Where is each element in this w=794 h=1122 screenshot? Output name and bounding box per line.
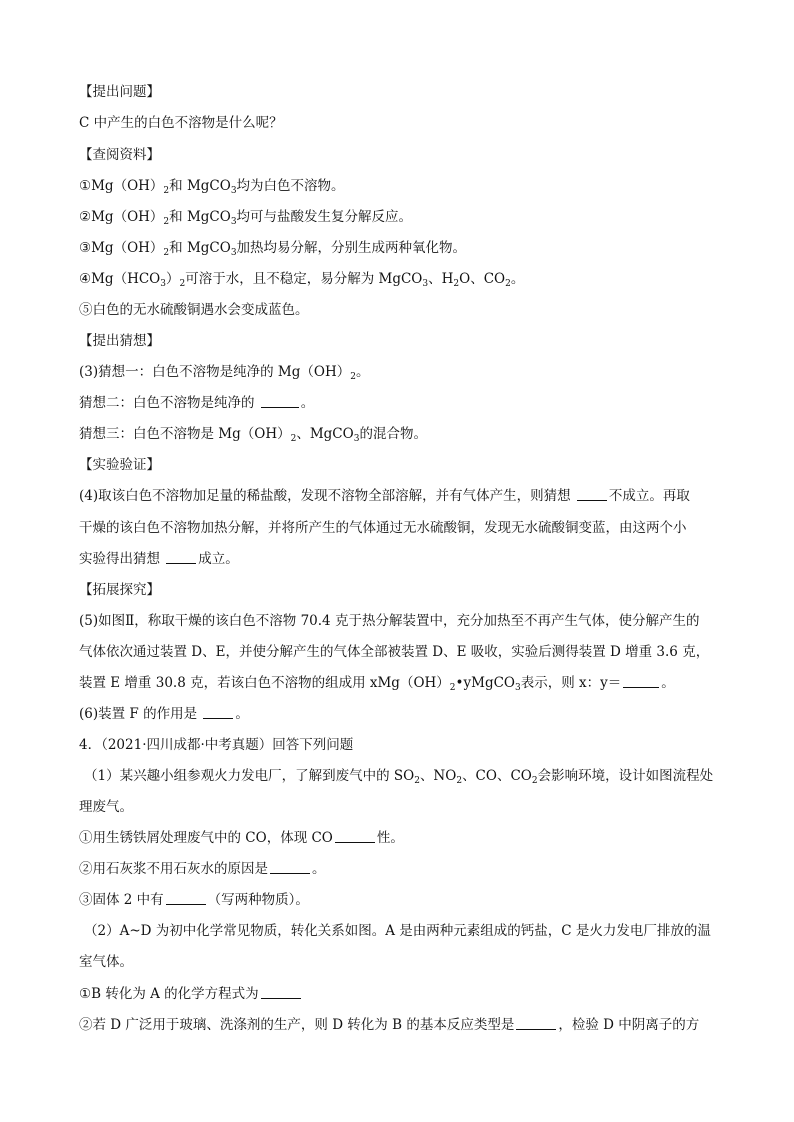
answer-blank[interactable]	[261, 395, 299, 408]
answer-blank[interactable]	[166, 892, 206, 905]
answer-blank[interactable]	[166, 551, 196, 564]
text-line: 装置 E 增重 30.8 克，若该白色不溶物的组成用 $xMg(OH)_2•yMgCO_3$表示，则 x：y＝ 。	[79, 675, 675, 693]
text-line: $④Mg(HCO_3)_2$可溶于水，且不稳定，易分解为 MgCO$_3$、$H_2O$、$CO_2$。	[79, 271, 525, 289]
text-line: （1）某兴趣小组参观火力发电厂，了解到废气中的 $SO_2$、$NO_2$、CO、$CO_2$会影响环境，设计如图流程处	[84, 768, 714, 786]
text-line: $③Mg(OH)_2$和 MgCO$_3$加热均易分解，分别生成两种氧化物。	[79, 240, 467, 258]
heading-hypothesis: 【提出猜想】	[79, 333, 160, 349]
text-line: （2）A~D 为初中化学常见物质，转化关系如图。A 是由两种元素组成的钙盐，C 是火力发电厂排放的温	[84, 923, 711, 939]
answer-blank[interactable]	[335, 830, 375, 843]
text-line: 猜想三：白色不溶物是 $Mg(OH)_2$、MgCO$_3$的混合物。	[79, 426, 427, 444]
text-line: ①用生锈铁屑处理废气中的 CO，体现 CO 性。	[79, 830, 404, 846]
text-line: ⑤白色的无水硫酸铜遇水会变成蓝色。	[79, 302, 309, 318]
answer-blank[interactable]	[623, 675, 659, 688]
heading-reference: 【查阅资料】	[79, 147, 160, 163]
text-line: $②Mg(OH)_2$和 MgCO$_3$均可与盐酸发生复分解反应。	[79, 209, 413, 227]
answer-blank[interactable]	[577, 488, 607, 501]
answer-blank[interactable]	[261, 986, 301, 999]
text-line: (6)装置 F 的作用是 。	[79, 706, 249, 722]
answer-blank[interactable]	[270, 861, 310, 874]
answer-blank[interactable]	[516, 1017, 556, 1030]
text-line: 气体依次通过装置 D、E，并使分解产生的气体全部被装置 D、E 吸收，实验后测得装置 D 增重 3.6 克，	[79, 644, 710, 660]
text-line: $①Mg(OH)_2$和 MgCO$_3$均为白色不溶物。	[79, 178, 345, 196]
text-line: (3)猜想一：白色不溶物是纯净的 $Mg(OH)_2$。	[79, 364, 370, 382]
heading-question: 【提出问题】	[79, 84, 160, 100]
heading-extension: 【拓展探究】	[79, 582, 160, 598]
text-line: 猜想二：白色不溶物是纯净的 。	[79, 395, 315, 411]
answer-blank[interactable]	[203, 706, 233, 719]
text-line: (4)取该白色不溶物加足量的稀盐酸，发现不溶物全部溶解，并有气体产生，则猜想 不成立。再取	[79, 488, 690, 504]
text-line: (5)如图Ⅱ，称取干燥的该白色不溶物 70.4 克于热分解装置中，充分加热至不再产生气体，使分解产生的	[79, 613, 700, 629]
text-line: 室气体。	[79, 954, 133, 970]
text-line: ①B 转化为 A 的化学方程式为	[79, 986, 754, 1002]
heading-experiment: 【实验验证】	[79, 457, 160, 473]
text-line: ②若 D 广泛用于玻璃、洗涤剂的生产，则 D 转化为 B 的基本反应类型是 ，检验 D 中阴离子的方	[79, 1017, 700, 1033]
question-title: 4．（2021·四川成都·中考真题）回答下列问题	[79, 737, 354, 753]
text-line: C 中产生的白色不溶物是什么呢？	[79, 115, 283, 131]
text-line: 干燥的该白色不溶物加热分解，并将所产生的气体通过无水硫酸铜，发现无水硫酸铜变蓝，由这两个小	[79, 520, 687, 536]
text-line: ②用石灰浆不用石灰水的原因是 。	[79, 861, 326, 877]
text-line: 理废气。	[79, 799, 133, 815]
text-line: 实验得出猜想 成立。	[79, 551, 239, 567]
text-line: ③固体 2 中有 （写两种物质）。	[79, 892, 309, 908]
